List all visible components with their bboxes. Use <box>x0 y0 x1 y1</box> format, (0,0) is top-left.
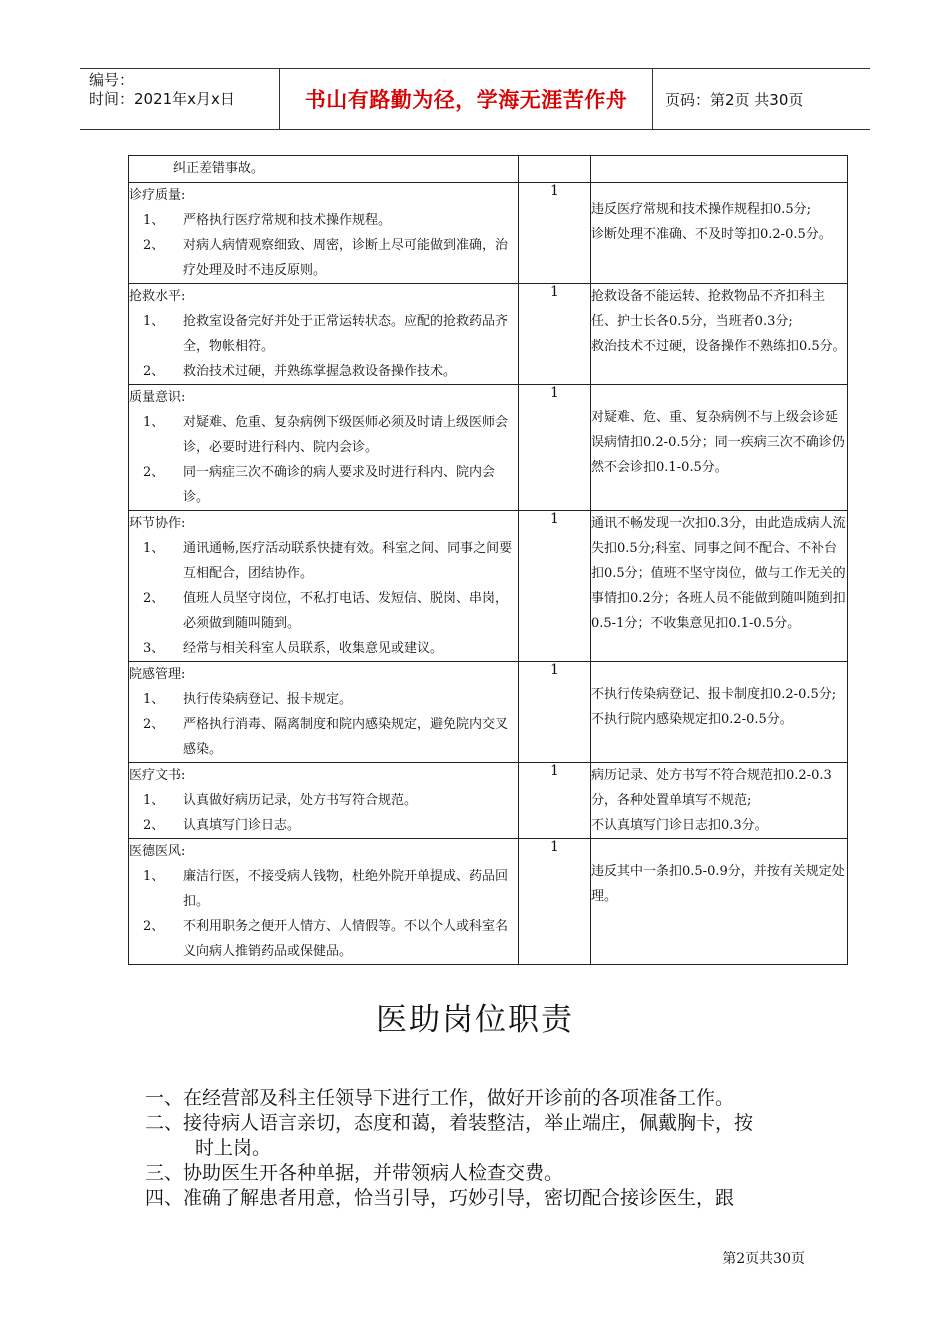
item-number: 2、 <box>143 465 165 480</box>
item-text: 严格执行消毒、隔离制度和院内感染规定，避免院内交叉感染。 <box>183 717 509 757</box>
item-text: 通讯通畅,医疗活动联系快捷有效。科室之间、同事之间要互相配合，团结协作。 <box>183 541 513 581</box>
duties-title: 医助岗位职责 <box>376 1002 574 1038</box>
criteria-item <box>129 359 518 384</box>
item-number: 2、 <box>143 238 165 253</box>
table-row <box>129 385 848 511</box>
score-cell: 1 <box>519 183 591 284</box>
criteria-item <box>129 586 518 636</box>
header-page-info: 页码：第2页 共30页 <box>665 90 804 109</box>
header-motto: 书山有路勤为径，学海无涯苦作舟 <box>280 69 653 129</box>
date-label: 时间：2021年x月x日 <box>89 90 235 108</box>
header-meta <box>80 69 280 129</box>
item-number: 3、 <box>143 641 165 656</box>
score-cell: 1 <box>519 284 591 385</box>
item-text: 值班人员坚守岗位，不私打电话、发短信、脱岗、串岗，必须做到随叫随到。 <box>183 591 509 631</box>
item-number: 1、 <box>143 213 165 228</box>
duty-item: 二、接待病人语言亲切，态度和蔼，着装整洁，举止端庄，佩戴胸卡，按 <box>145 1112 754 1134</box>
item-number: 2、 <box>143 818 165 833</box>
item-text: 抢救室设备完好并处于正常运转状态。应配的抢救药品齐全，物帐相符。 <box>183 314 509 354</box>
criteria-cell <box>129 511 519 662</box>
item-text: 对病人病情观察细致、周密，诊断上尽可能做到准确，治疗处理及时不违反原则。 <box>183 238 509 278</box>
rule-cell: 违反其中一条扣0.5-0.9分，并按有关规定处理。 <box>591 839 848 965</box>
item-text: 对疑难、危重、复杂病例下级医师必须及时请上级医师会诊，必要时进行科内、院内会诊。 <box>183 415 509 455</box>
criteria-title: 医疗文书: <box>129 768 186 783</box>
item-number: 2、 <box>143 364 165 379</box>
criteria-item <box>129 410 518 460</box>
criteria-title: 抢救水平: <box>129 289 186 304</box>
criteria-cell <box>129 839 519 965</box>
criteria-title: 医德医风: <box>129 844 186 859</box>
duty-item-continuation: 时上岗。 <box>195 1137 272 1159</box>
rule-cell: 违反医疗常规和技术操作规程扣0.5分; 诊断处理不准确、不及时等扣0.2-0.5分。 <box>591 183 848 284</box>
criteria-item <box>129 536 518 586</box>
item-number: 1、 <box>143 692 165 707</box>
table-row <box>129 156 848 183</box>
criteria-item <box>129 813 518 838</box>
table-row <box>129 284 848 385</box>
table-row <box>129 662 848 763</box>
document-header <box>80 68 870 130</box>
rule-cell: 通讯不畅发现一次扣0.3分，由此造成病人流失扣0.5分;科室、同事之间不配合、不补台扣0.5分；值班不坚守岗位，做与工作无关的事情扣0.2分；各班人员不能做到随叫随到扣0.5-1分；不收集意见扣0.1-0.5分。 <box>591 511 848 662</box>
score-cell <box>519 156 591 183</box>
rule-cell: 抢救设备不能运转、抢救物品不齐扣科主任、护士长各0.5分，当班者0.3分; 救治技术不过硬，设备操作不熟练扣0.5分。 <box>591 284 848 385</box>
score-cell: 1 <box>519 763 591 839</box>
item-number: 1、 <box>143 314 165 329</box>
criteria-cell <box>129 763 519 839</box>
code-label: 编号： <box>89 71 135 89</box>
item-number: 1、 <box>143 869 165 884</box>
item-number: 2、 <box>143 919 165 934</box>
duty-item: 一、在经营部及科主任领导下进行工作，做好开诊前的各项准备工作。 <box>145 1087 735 1109</box>
criteria-cell <box>129 156 519 183</box>
criteria-cell <box>129 183 519 284</box>
rule-cell: 病历记录、处方书写不符合规范扣0.2-0.3分，各种处置单填写不规范; 不认真填写门诊日志扣0.3分。 <box>591 763 848 839</box>
criteria-item <box>129 208 518 233</box>
criteria-title: 院感管理: <box>129 667 186 682</box>
score-cell: 1 <box>519 385 591 511</box>
criteria-item <box>129 864 518 914</box>
item-text: 认真填写门诊日志。 <box>183 818 301 833</box>
item-text: 同一病症三次不确诊的病人要求及时进行科内、院内会诊。 <box>183 465 496 505</box>
item-text: 执行传染病登记、报卡规定。 <box>183 692 353 707</box>
item-text: 救治技术过硬，并熟练掌握急救设备操作技术。 <box>183 364 457 379</box>
table-row <box>129 763 848 839</box>
duty-item: 四、准确了解患者用意，恰当引导，巧妙引导，密切配合接诊医生，跟 <box>145 1187 735 1209</box>
criteria-item <box>129 712 518 762</box>
criteria-item <box>129 788 518 813</box>
item-text: 严格执行医疗常规和技术操作规程。 <box>183 213 392 228</box>
criteria-title: 诊疗质量: <box>129 188 186 203</box>
item-text: 认真做好病历记录，处方书写符合规范。 <box>183 793 418 808</box>
table-row <box>129 511 848 662</box>
criteria-cell <box>129 284 519 385</box>
table-row <box>129 839 848 965</box>
criteria-item <box>129 636 518 661</box>
score-cell: 1 <box>519 511 591 662</box>
item-number: 1、 <box>143 793 165 808</box>
criteria-item <box>129 687 518 712</box>
score-cell: 1 <box>519 839 591 965</box>
duty-item: 三、协助医生开各种单据，并带领病人检查交费。 <box>145 1162 564 1184</box>
item-text: 经常与相关科室人员联系，收集意见或建议。 <box>183 641 444 656</box>
footer-page-label: 第2页共30页 <box>722 1251 805 1267</box>
criteria-item <box>129 233 518 283</box>
first-row-text: 纠正差错事故。 <box>173 161 265 176</box>
criteria-item <box>129 460 518 510</box>
rule-cell <box>591 156 848 183</box>
criteria-title: 环节协作: <box>129 516 186 531</box>
criteria-item <box>129 914 518 964</box>
rule-cell: 对疑难、危、重、复杂病例不与上级会诊延误病情扣0.2-0.5分；同一疾病三次不确诊仍然不会诊扣0.1-0.5分。 <box>591 385 848 511</box>
item-number: 1、 <box>143 415 165 430</box>
criteria-title: 质量意识: <box>129 390 186 405</box>
table-row <box>129 183 848 284</box>
rule-cell: 不执行传染病登记、报卡制度扣0.2-0.5分; 不执行院内感染规定扣0.2-0.5分。 <box>591 662 848 763</box>
criteria-cell <box>129 662 519 763</box>
criteria-table <box>128 155 848 965</box>
item-number: 2、 <box>143 591 165 606</box>
item-number: 1、 <box>143 541 165 556</box>
score-cell: 1 <box>519 662 591 763</box>
duties-list <box>145 1086 835 1211</box>
item-text: 廉洁行医，不接受病人钱物，杜绝外院开单提成、药品回扣。 <box>183 869 509 909</box>
criteria-item <box>129 309 518 359</box>
item-text: 不利用职务之便开人情方、人情假等。不以个人或科室名义向病人推销药品或保健品。 <box>183 919 509 959</box>
criteria-cell <box>129 385 519 511</box>
item-number: 2、 <box>143 717 165 732</box>
